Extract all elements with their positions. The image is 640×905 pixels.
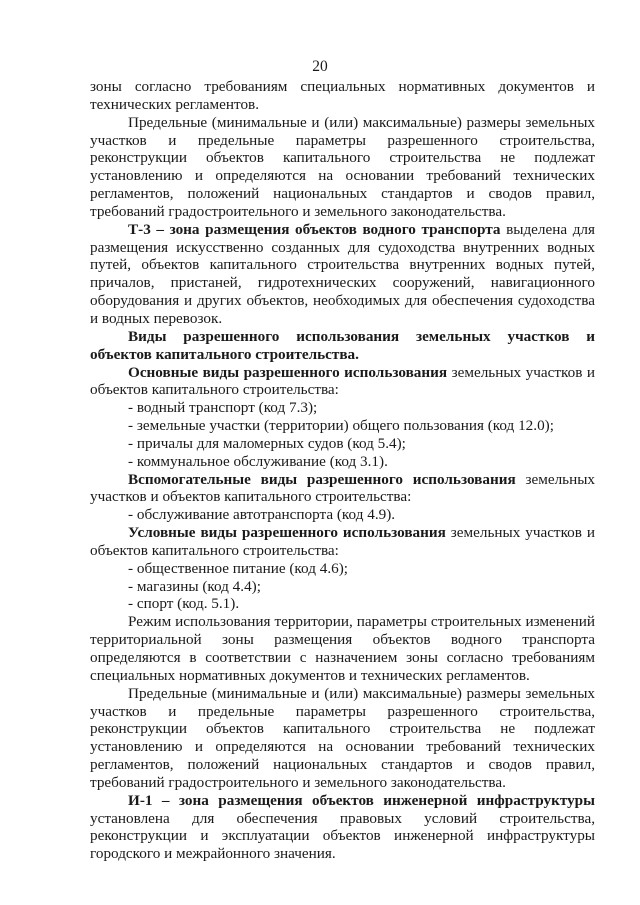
list-item xyxy=(90,453,595,471)
paragraph-size-limits xyxy=(90,114,595,221)
list-item-text: - обслуживание автотранспорта (код 4.9). xyxy=(128,506,396,524)
list-item xyxy=(90,399,595,417)
list-item-text: - магазины (код 4.4); xyxy=(128,577,261,595)
auxiliary-uses-heading: Вспомогательные виды разрешенного использования xyxy=(128,470,516,488)
list-item xyxy=(90,435,595,453)
paragraph-conditional-uses xyxy=(90,524,595,560)
paragraph-text: установлена для обеспечения правовых условий строительства, реконструкции и эксплуатации объектов инженерной инфраструктуры городского и межрайонного значения. xyxy=(90,809,595,863)
paragraph-text: Режим использования территории, параметры строительных изменений территориальной зоны размещения объектов водного транспорта определяются в соответствии с назначением зоны согласно требованиям специальных нормативных документов и технических регламентов. xyxy=(90,613,595,684)
list-item-text: - коммунальное обслуживание (код 3.1). xyxy=(128,452,388,470)
paragraph-text: Предельные (минимальные и (или) максимальные) размеры земельных участков и предельные параметры разрешенного строительства, реконструкции объектов капитального строительства не подлежат установлению и определяются на основании требований технических регламентов, положений национальных стандартов и сводов правил, требований градостроительного и земельного законодательства. xyxy=(90,113,595,220)
list-item-text: - водный транспорт (код 7.3); xyxy=(128,399,318,417)
paragraph-zone-requirements-end xyxy=(90,78,595,114)
list-item xyxy=(90,417,595,435)
list-item-text: - общественное питание (код 4.6); xyxy=(128,559,348,577)
paragraph-permitted-uses-heading xyxy=(90,328,595,364)
list-item-text: - спорт (код. 5.1). xyxy=(128,595,240,613)
permitted-uses-heading: Виды разрешенного использования земельных участков и объектов капитального строительства. xyxy=(90,327,595,363)
document-body xyxy=(90,78,595,863)
paragraph-text: выделена для размещения искусственно созданных для судоходства внутренних водных путей, объектов капитального строительства внутренних водных путей, причалов, пристаней, гидротехнических сооружений, навигационного оборудования и других объектов, необходимых для обеспечения судоходства и водных перевозок. xyxy=(90,220,595,327)
list-item xyxy=(90,578,595,596)
page-number: 20 xyxy=(312,58,328,75)
list-item xyxy=(90,595,595,613)
conditional-uses-heading: Условные виды разрешенного использования xyxy=(128,524,446,542)
zone-t3-heading: Т-3 – зона размещения объектов водного транспорта xyxy=(128,220,501,238)
paragraph-text: зоны согласно требованиям специальных нормативных документов и технических регламентов. xyxy=(90,78,595,113)
paragraph-text: земельных участков и объектов капитального строительства: xyxy=(90,363,595,399)
list-item-text: - земельные участки (территории) общего пользования (код 12.0); xyxy=(128,417,554,435)
list-item xyxy=(90,506,595,524)
main-uses-heading: Основные виды разрешенного использования xyxy=(128,363,448,381)
paragraph-text: Предельные (минимальные и (или) максимальные) размеры земельных участков и предельные параметры разрешенного строительства, реконструкции объектов капитального строительства не подлежат установлению и определяются на основании требований технических регламентов, положений национальных стандартов и сводов правил, требований градостроительного и земельного законодательства. xyxy=(90,684,595,791)
list-item xyxy=(90,560,595,578)
paragraph-text: земельных участков и объектов капитального строительства: xyxy=(90,524,595,559)
paragraph-main-uses xyxy=(90,364,595,400)
paragraph-zone-i1 xyxy=(90,792,595,863)
paragraph-size-limits-2 xyxy=(90,685,595,792)
paragraph-zone-t3 xyxy=(90,221,595,328)
list-item-text: - причалы для маломерных судов (код 5.4); xyxy=(128,434,406,452)
zone-i1-heading: И-1 – зона размещения объектов инженерной инфраструктуры xyxy=(128,791,595,809)
paragraph-territory-regime xyxy=(90,613,595,684)
paragraph-auxiliary-uses xyxy=(90,471,595,507)
paragraph-text: земельных участков и объектов капитального строительства: xyxy=(90,470,595,506)
